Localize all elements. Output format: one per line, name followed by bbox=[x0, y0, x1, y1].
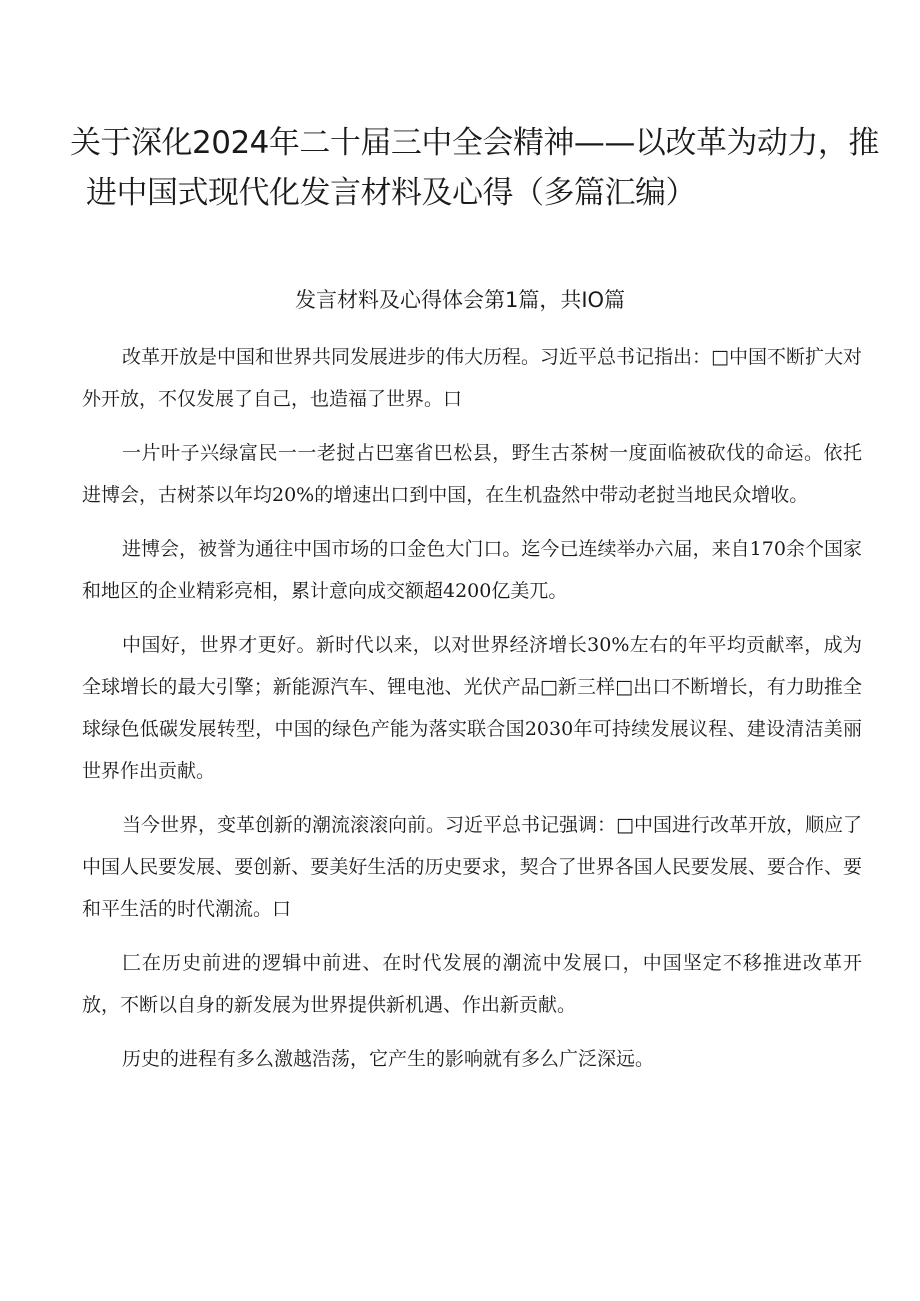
paragraph-7: 历史的进程有多么激越浩荡，它产生的影响就有多么广泛深远。 bbox=[122, 1048, 655, 1070]
document-title-line-1: 关于深化2024年二十届三中全会精神——以改革为动力，推 bbox=[70, 125, 879, 161]
paragraph-3: 进博会，被誉为通往中国市场的口金色大门口。迄今已连续举办六届，来自170余个国家和地区的企业精彩亮相，累计意向成交额超4200亿美兀。 bbox=[82, 538, 862, 602]
paragraph-5: 当今世界，变革创新的潮流滚滚向前。习近平总书记强调：□中国进行改革开放，顺应了中国人民要发展、要创新、要美好生活的历史要求，契合了世界各国人民要发展、要合作、要和平生活的时代潮流。口 bbox=[82, 814, 862, 920]
section-heading: 发言材料及心得体会第1篇，共IO篇 bbox=[294, 288, 626, 312]
paragraph-1: 改革开放是中国和世界共同发展进步的伟大历程。习近平总书记指出：□中国不断扩大对外开放，不仅发展了自己，也造福了世界。口 bbox=[82, 346, 862, 410]
paragraph-2: 一片叶子兴绿富民一一老挝占巴塞省巴松县，野生古茶树一度面临被砍伐的命运。依托进博会，古树茶以年均20%的增速出口到中国，在生机盎然中带动老挝当地民众增收。 bbox=[82, 442, 862, 506]
paragraph-4: 中国好，世界才更好。新时代以来，以对世界经济增长30%左右的年平均贡献率，成为全球增长的最大引擎；新能源汽车、锂电池、光伏产品□新三样□出口不断增长，有力助推全球绿色低碳发展转型，中国的绿色产能为落实联合国2030年可持续发展议程、建设清洁美丽世界作出贡献。 bbox=[82, 634, 862, 782]
document-title bbox=[60, 118, 879, 218]
document-body bbox=[82, 336, 862, 1092]
document-title-line-2: 进中国式现代化发言材料及心得（多篇汇编） bbox=[86, 175, 696, 211]
paragraph-6: 匚在历史前进的逻辑中前进、在时代发展的潮流中发展口，中国坚定不移推进改革开放，不断以自身的新发展为世界提供新机遇、作出新贡献。 bbox=[82, 952, 862, 1016]
